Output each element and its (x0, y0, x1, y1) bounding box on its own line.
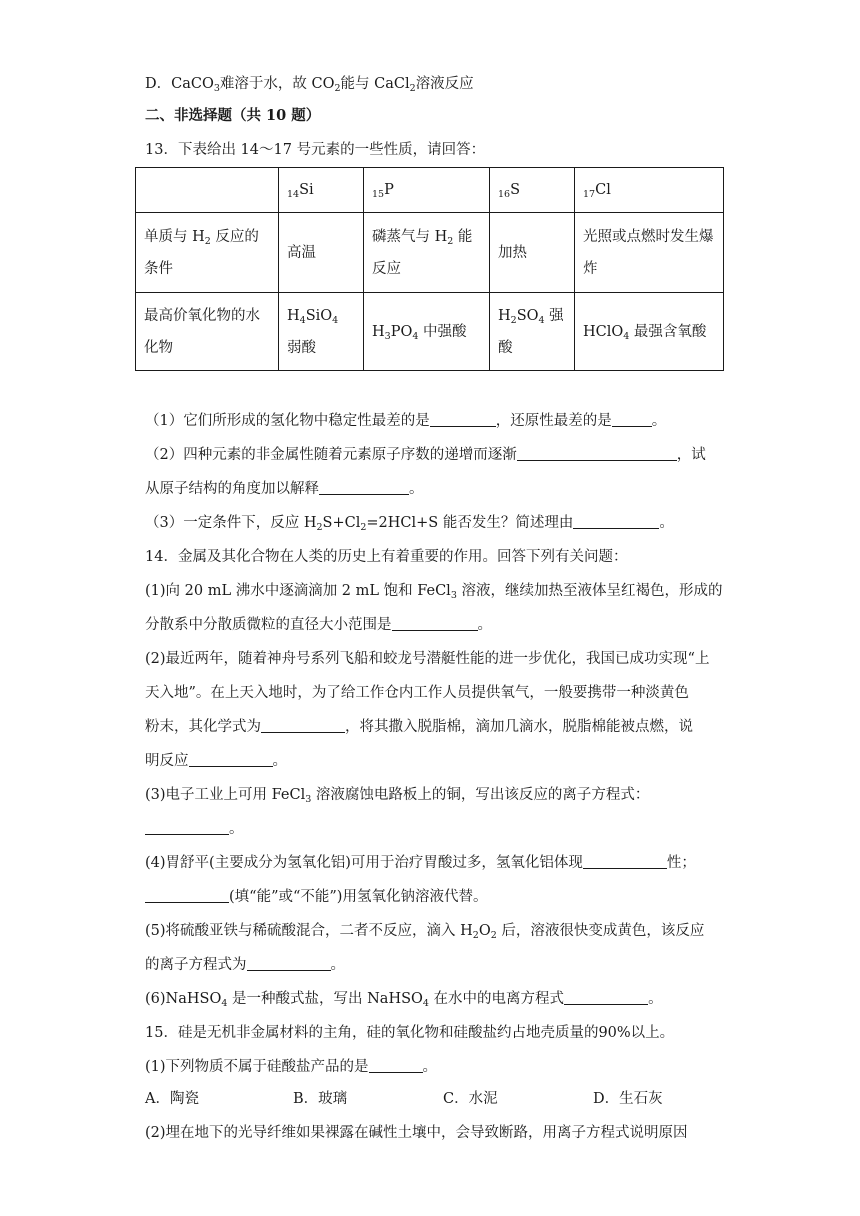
answer-blank[interactable] (145, 820, 229, 835)
option-b[interactable]: B．玻璃 (293, 1091, 348, 1107)
row1-cl: 光照或点燃时发生爆炸 (575, 213, 724, 293)
answer-blank[interactable] (319, 480, 409, 495)
q14-p5-line1: (5)将硫酸亚铁与稀硫酸混合，二者不反应，滴入 $H_2O_2$ 后，溶液很快变成黄色，该反应 (145, 923, 705, 941)
option-a[interactable]: A．陶瓷 (145, 1091, 199, 1107)
answer-blank[interactable] (261, 718, 345, 733)
section2-title: 二、非选择题（共 10 题） (145, 107, 321, 124)
row2-si: $H_4SiO_4$ 弱酸 (279, 293, 364, 371)
row1-label: 单质与 $H_2$ 反应的条件 (136, 213, 279, 293)
answer-blank[interactable] (430, 412, 496, 427)
q14-p1-line2: 分散系中分散质微粒的直径大小范围是 。 (145, 617, 492, 633)
answer-blank[interactable] (247, 956, 331, 971)
answer-blank[interactable] (564, 990, 648, 1005)
q14-p2-line2: 天入地”。在上天入地时，为了给工作仓内工作人员提供氧气，一般要携带一种淡黄色 (145, 685, 689, 701)
q12-option-d: D．CaCO$_3$难溶于水，故 $CO_2$能与 CaCl$_2$溶液反应 (145, 76, 474, 94)
q15-p2: (2)埋在地下的光导纤维如果裸露在碱性土壤中，会导致断路，用离子方程式说明原因 (145, 1125, 688, 1141)
header-si: $_{14}$Si (279, 168, 364, 213)
row1-p: 磷蒸气与 $H_2$ 能反应 (364, 213, 490, 293)
q13-stem: 13．下表给出 14～17 号元素的一些性质，请回答： (145, 142, 486, 158)
answer-blank[interactable] (517, 446, 677, 461)
q14-p3-line1: (3)电子工业上可用 FeCl$_3$ 溶液腐蚀电路板上的铜，写出该反应的离子方程式： (145, 787, 650, 805)
answer-blank[interactable] (612, 412, 652, 427)
q14-p6: (6)NaHSO$_4$ 是一种酸式盐，写出 NaHSO$_4$ 在水中的电离方程式 。 (145, 991, 663, 1009)
q15-p1: (1)下列物质不属于硅酸盐产品的是 。 (145, 1059, 438, 1075)
q14-p4-line1: (4)胃舒平(主要成分为氢氧化铝)可用于治疗胃酸过多，氢氧化铝体现 性； (145, 855, 696, 871)
row2-p: $H_3PO_4$ 中强酸 (364, 293, 490, 371)
row2-s: $H_2SO_4$ 强酸 (490, 293, 575, 371)
q13-sub2-line1: （2）四种元素的非金属性随着元素原子序数的递增而逐渐 ，试 (145, 447, 706, 463)
header-p: $_{15}$P (364, 168, 490, 213)
answer-blank[interactable] (369, 1058, 423, 1073)
row2-cl: HClO$_4$ 最强含氧酸 (575, 293, 724, 371)
option-d[interactable]: D．生石灰 (593, 1091, 663, 1107)
row2-label: 最高价氧化物的水化物 (136, 293, 279, 371)
header-cl: $_{17}$Cl (575, 168, 724, 213)
q13-sub2-line2: 从原子结构的角度加以解释 。 (145, 481, 424, 497)
q14-p1-line1: (1)向 20 mL 沸水中逐滴滴加 2 mL 饱和 FeCl$_3$ 溶液，继续加热至液体呈红褐色，形成的 (145, 583, 723, 601)
q14-p2-line4: 明反应 。 (145, 753, 287, 769)
answer-blank[interactable] (573, 514, 659, 529)
q13-sub3: （3）一定条件下，反应 $H_2S+Cl_2=2HCl+S$ 能否发生？简述理由 。 (145, 515, 674, 533)
q13-element-table (135, 167, 724, 371)
q14-p3-line2: 。 (145, 819, 244, 839)
q14-p2-line1: (2)最近两年，随着神舟号系列飞船和蛟龙号潜艇性能的进一步优化，我国已成功实现“上 (145, 651, 710, 667)
header-s: $_{16}$S (490, 168, 575, 213)
q14-stem: 14．金属及其化合物在人类的历史上有着重要的作用。回答下列有关问题： (145, 549, 628, 565)
answer-blank[interactable] (392, 616, 478, 631)
answer-blank[interactable] (583, 854, 667, 869)
q14-p2-line3: 粉末，其化学式为 ，将其撒入脱脂棉，滴加几滴水，脱脂棉能被点燃，说 (145, 719, 693, 735)
answer-blank[interactable] (145, 888, 229, 903)
row1-s: 加热 (490, 213, 575, 293)
table-corner-cell (136, 168, 279, 213)
q15-stem: 15．硅是无机非金属材料的主角，硅的氧化物和硅酸盐约占地壳质量的90%以上。 (145, 1025, 675, 1041)
q14-p4-line2: (填“能”或“不能”)用氢氧化钠溶液代替。 (145, 887, 487, 907)
row1-si: 高温 (279, 213, 364, 293)
q13-sub1: （1）它们所形成的氢化物中稳定性最差的是 ，还原性最差的是 。 (145, 413, 667, 429)
answer-blank[interactable] (189, 752, 273, 767)
q14-p5-line2: 的离子方程式为 。 (145, 957, 345, 973)
option-c[interactable]: C．水泥 (443, 1091, 498, 1107)
